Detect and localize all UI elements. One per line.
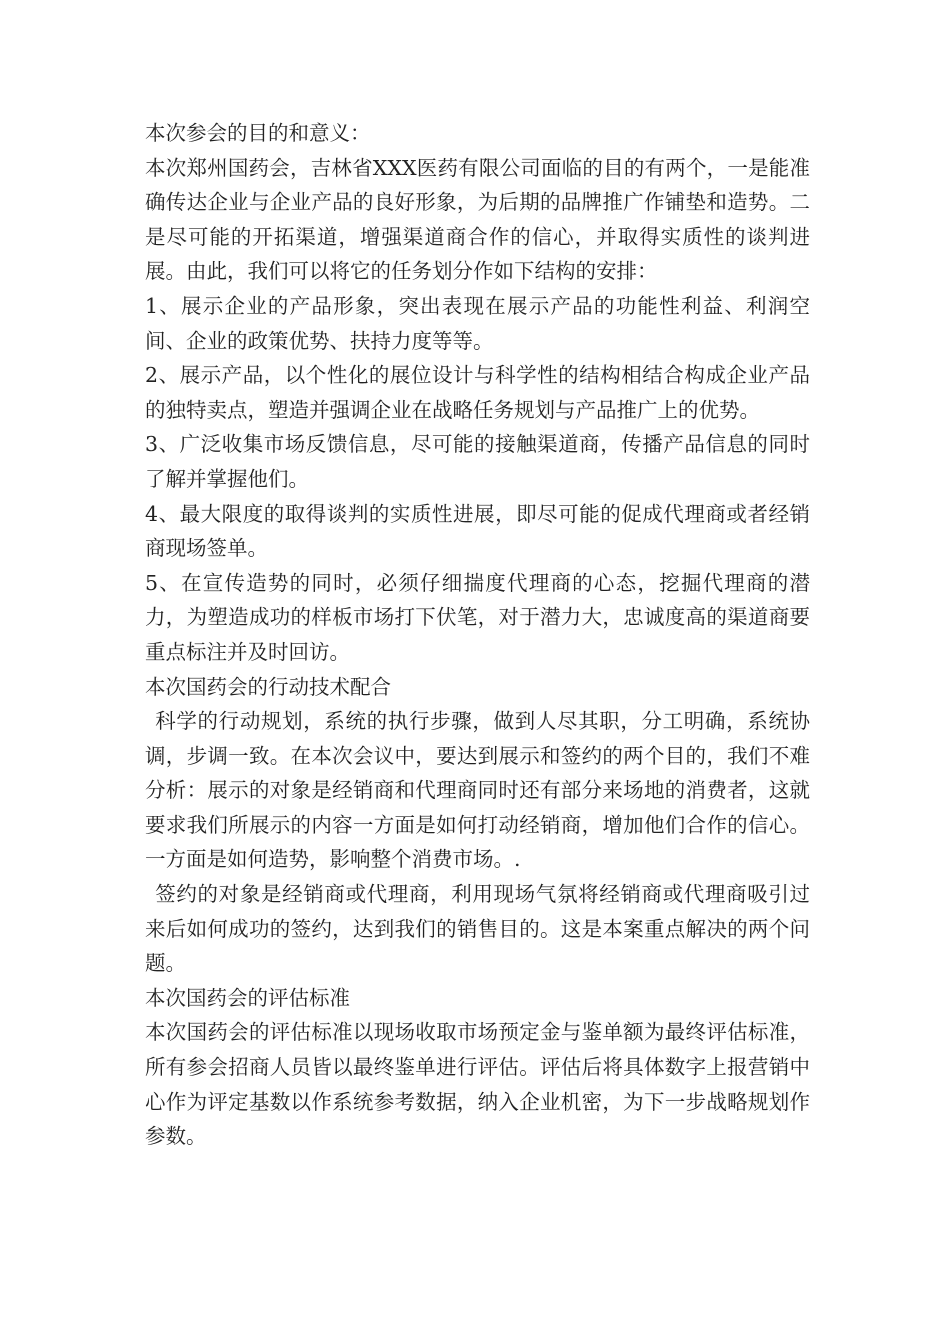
section-heading-evaluation: 本次国药会的评估标准	[145, 985, 350, 1010]
list-item-3: 3、广泛收集市场反馈信息，尽可能的接触渠道商，传播产品信息的同时了解并掌握他们。	[145, 432, 810, 491]
paragraph-action-planning: 科学的行动规划，系统的执行步骤，做到人尽其职，分工明确，系统协调，步调一致。在本次会议中，要达到展示和签约的两个目的，我们不难分析：展示的对象是经销商和代理商同时还有部分来场地的消费者，这就要求我们所展示的内容一方面是如何打动经销商，增加他们合作的信心。一方面是如何造势，影响整个消费市场。.	[145, 709, 810, 872]
section-heading-purpose: 本次参会的目的和意义：	[145, 121, 371, 145]
paragraph-purpose-intro: 本次郑州国药会，吉林省XXX医药有限公司面临的目的有两个，一是能准确传达企业与企业产品的良好形象，为后期的品牌推广作铺垫和造势。二是尽可能的开拓渠道，增强渠道商合作的信心，并取得实质性的谈判进展。由此，我们可以将它的任务划分作如下结构的安排：	[145, 155, 810, 284]
list-item-1: 1、展示企业的产品形象，突出表现在展示产品的功能性利益、利润空间、企业的政策优势、扶持力度等等。	[145, 293, 810, 353]
list-item-4: 4、最大限度的取得谈判的实质性进展，即尽可能的促成代理商或者经销商现场签单。	[145, 501, 810, 561]
paragraph-evaluation: 本次国药会的评估标准以现场收取市场预定金与鉴单额为最终评估标准，所有参会招商人员皆以最终鉴单进行评估。评估后将具体数字上报营销中心作为评定基数以作系统参考数据，纳入企业机密，为下一步战略规划作参数。	[145, 1020, 810, 1149]
list-item-2: 2、展示产品，以个性化的展位设计与科学性的结构相结合构成企业产品的独特卖点，塑造并强调企业在战略任务规划与产品推广上的优势。	[145, 363, 810, 422]
list-item-5: 5、在宣传造势的同时，必须仔细揣度代理商的心态，挖掘代理商的潜力，为塑造成功的样板市场打下伏笔，对于潜力大，忠诚度高的渠道商要重点标注并及时回访。	[145, 570, 810, 664]
section-heading-action: 本次国药会的行动技术配合	[145, 674, 391, 699]
document-page	[145, 116, 810, 1154]
paragraph-action-signing: 签约的对象是经销商或代理商，利用现场气氛将经销商或代理商吸引过来后如何成功的签约，达到我们的销售目的。这是本案重点解决的两个问题。	[145, 882, 810, 976]
